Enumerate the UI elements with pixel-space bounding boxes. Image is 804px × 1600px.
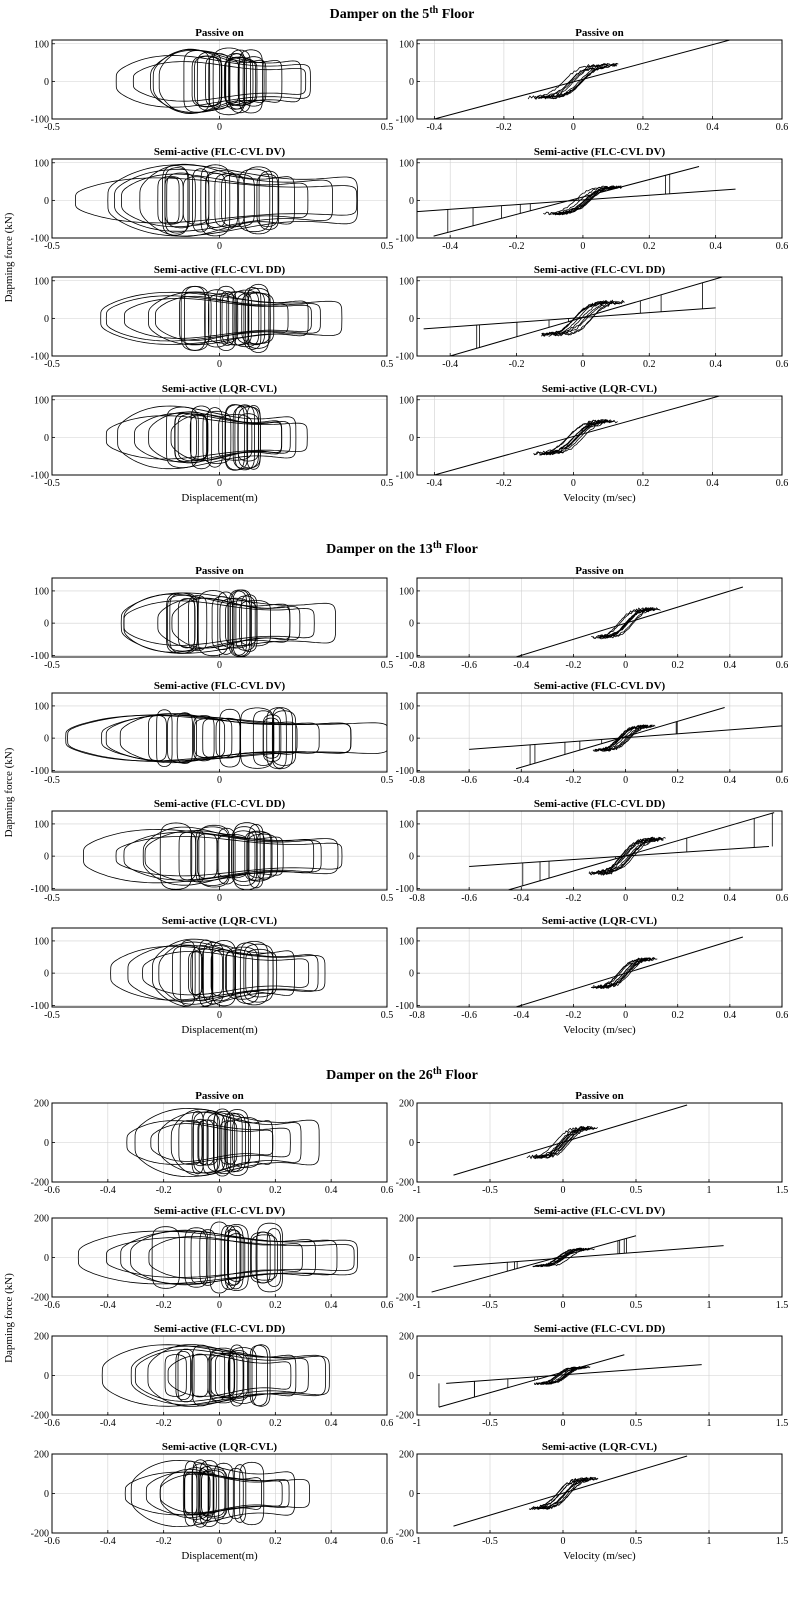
velocity-curve	[542, 420, 610, 455]
x-tick-label: 0.4	[723, 660, 737, 671]
y-tick-label: -100	[30, 765, 49, 777]
y-axis-label: Dapming force (kN)	[3, 747, 15, 838]
panel-title: Semi-active (FLC-CVL DD)	[533, 264, 666, 276]
velocity-line	[516, 937, 743, 1007]
x-tick-label: -0.5	[482, 1185, 498, 1196]
x-tick-label: -0.5	[482, 1418, 498, 1429]
x-tick-label: -0.5	[44, 122, 60, 133]
x-tick-label: 0.2	[671, 1010, 684, 1021]
x-tick-label: 0	[217, 241, 222, 252]
x-tick-label: 0	[570, 478, 576, 489]
x-tick-label: -0.8	[409, 1010, 425, 1021]
y-tick-label: -200	[30, 1410, 49, 1422]
x-tick-label: -0.2	[565, 660, 582, 671]
axes-frame	[417, 928, 782, 1007]
x-axis-label-displacement: Displacement(m)	[181, 492, 258, 504]
panel-title: Passive on	[195, 565, 244, 577]
y-tick-label: -100	[30, 470, 49, 482]
y-tick-label: 0	[44, 618, 49, 630]
x-tick-label: 1	[706, 1185, 712, 1196]
y-tick-label: 0	[409, 76, 414, 88]
chart-panel	[31, 1090, 394, 1196]
x-tick-label: 0.4	[706, 478, 719, 489]
y-tick-label: -200	[30, 1292, 49, 1304]
x-tick-label: 0.5	[380, 893, 394, 904]
panel-title: Semi-active (FLC-CVL DV)	[533, 1205, 666, 1217]
x-tick-label: 1	[706, 1536, 712, 1547]
x-tick-label: 0	[623, 775, 629, 786]
x-tick-label: -0.5	[44, 660, 60, 671]
y-tick-label: -100	[30, 233, 49, 245]
x-tick-label: -0.6	[461, 660, 478, 671]
y-tick-label: 200	[34, 1331, 49, 1343]
chart-panel	[31, 146, 394, 252]
y-tick-label: 200	[34, 1449, 49, 1461]
x-tick-label: 0.4	[324, 1185, 338, 1196]
chart-panel	[396, 565, 789, 671]
panel-title: Passive on	[575, 27, 624, 39]
y-tick-label: -200	[395, 1177, 414, 1189]
x-tick-label: 0.4	[324, 1300, 338, 1311]
x-tick-label: 0	[217, 1010, 222, 1021]
x-tick-label: -0.2	[565, 893, 582, 904]
plot-area	[439, 1355, 702, 1407]
chart-panel	[396, 1441, 789, 1547]
y-tick-label: -200	[395, 1528, 414, 1540]
x-tick-label: 0.5	[380, 122, 394, 133]
x-tick-label: 0.5	[629, 1536, 643, 1547]
x-tick-label: -0.8	[409, 893, 425, 904]
y-tick-label: 0	[409, 195, 414, 207]
y-tick-label: -200	[395, 1410, 414, 1422]
x-tick-label: 1	[706, 1418, 712, 1429]
plot-area	[516, 587, 743, 657]
x-tick-label: -0.4	[513, 893, 530, 904]
x-tick-label: 0.5	[629, 1185, 643, 1196]
chart-panel	[396, 1090, 789, 1196]
x-tick-label: -0.8	[409, 660, 425, 671]
chart-panel	[31, 798, 394, 904]
y-tick-label: -100	[30, 883, 49, 895]
x-tick-label: -0.4	[442, 241, 459, 252]
x-tick-label: 1.5	[775, 1536, 789, 1547]
chart-panel	[31, 383, 394, 489]
y-tick-label: 0	[44, 1489, 49, 1500]
chart-panel	[31, 1323, 394, 1429]
x-tick-label: -0.4	[426, 478, 443, 489]
x-tick-label: 0.6	[380, 1185, 394, 1196]
x-tick-label: 0	[623, 893, 629, 904]
plot-area	[469, 813, 774, 890]
x-tick-label: -0.4	[99, 1418, 116, 1429]
y-axis-label: Dapming force (kN)	[3, 1273, 15, 1363]
y-tick-label: 0	[409, 1371, 414, 1382]
y-tick-label: 0	[44, 968, 49, 980]
axes-frame	[417, 578, 782, 657]
y-tick-label: -100	[395, 883, 414, 895]
x-tick-label: -0.2	[155, 1300, 172, 1311]
x-tick-label: 0.6	[775, 660, 789, 671]
x-tick-label: 0.4	[709, 359, 722, 370]
panel-title: Semi-active (FLC-CVL DD)	[153, 1323, 286, 1335]
panel-title: Semi-active (FLC-CVL DV)	[153, 680, 286, 692]
x-tick-label: 0.4	[324, 1418, 338, 1429]
y-tick-label: -100	[395, 470, 414, 482]
group-title: Damper on the 26th Floor	[326, 1066, 478, 1083]
x-tick-label: 0.4	[723, 893, 737, 904]
panel-title: Semi-active (FLC-CVL DD)	[533, 798, 666, 810]
x-tick-label: -0.6	[461, 1010, 478, 1021]
velocity-line	[508, 813, 774, 890]
panel-title: Semi-active (LQR-CVL)	[541, 1441, 658, 1453]
x-tick-label: 0	[217, 1185, 222, 1196]
y-tick-label: 0	[409, 968, 414, 980]
y-tick-label: 200	[399, 1213, 414, 1225]
y-tick-label: 0	[44, 76, 49, 88]
x-tick-label: 0	[217, 1536, 222, 1547]
x-tick-label: 0.5	[380, 775, 394, 786]
panel-title: Semi-active (LQR-CVL)	[541, 915, 658, 927]
x-axis-label-velocity: Velocity (m/sec)	[563, 492, 636, 504]
plot-area	[434, 40, 729, 119]
y-tick-label: -100	[30, 351, 49, 363]
x-tick-label: -0.4	[513, 775, 530, 786]
x-tick-label: 0	[580, 359, 586, 370]
chart-panel	[396, 1323, 789, 1429]
y-tick-label: 0	[44, 195, 49, 207]
panel-title: Semi-active (FLC-CVL DV)	[153, 1205, 286, 1217]
y-tick-label: 0	[409, 432, 414, 444]
y-tick-label: -100	[30, 650, 49, 662]
x-axis-label-velocity: Velocity (m/sec)	[563, 1024, 636, 1036]
x-tick-label: -0.2	[495, 122, 512, 133]
group-title: Damper on the 5th Floor	[329, 5, 475, 22]
y-tick-label: -100	[395, 650, 414, 662]
plot-area	[432, 1236, 724, 1292]
panel-title: Semi-active (FLC-CVL DD)	[153, 264, 286, 276]
x-tick-label: -0.6	[44, 1185, 60, 1196]
chart-panel	[31, 27, 394, 133]
x-tick-label: -0.5	[44, 241, 60, 252]
x-tick-label: -0.4	[513, 1010, 530, 1021]
y-tick-label: 100	[399, 936, 414, 948]
x-tick-label: 0.5	[629, 1418, 643, 1429]
y-tick-label: 100	[34, 701, 49, 713]
y-tick-label: 0	[409, 313, 414, 325]
y-tick-label: 0	[409, 1253, 414, 1264]
y-tick-label: 0	[409, 851, 414, 863]
y-tick-label: -100	[395, 765, 414, 777]
y-tick-label: 100	[34, 586, 49, 598]
x-tick-label: 0.6	[775, 359, 789, 370]
velocity-curve	[601, 608, 655, 639]
x-tick-label: -0.2	[155, 1418, 172, 1429]
x-tick-label: 0.2	[636, 478, 650, 489]
x-tick-label: 0	[217, 359, 222, 370]
chart-panel	[31, 264, 394, 370]
y-tick-label: 0	[44, 1253, 49, 1264]
y-tick-label: 100	[399, 701, 414, 713]
x-tick-label: -0.2	[508, 359, 525, 370]
x-tick-label: 0.5	[629, 1300, 643, 1311]
velocity-line	[516, 587, 743, 657]
chart-panel	[31, 915, 394, 1021]
axes-frame	[417, 811, 782, 890]
x-tick-label: 0	[217, 478, 222, 489]
y-tick-label: 0	[44, 313, 49, 325]
velocity-line	[434, 396, 719, 475]
x-tick-label: 0.6	[775, 122, 789, 133]
x-tick-label: 0.6	[380, 1536, 394, 1547]
x-tick-label: -0.2	[565, 1010, 582, 1021]
x-axis-label-displacement: Displacement(m)	[181, 1550, 258, 1562]
x-tick-label: 0.5	[380, 660, 394, 671]
velocity-line	[439, 1355, 624, 1407]
panel-title: Semi-active (LQR-CVL)	[161, 915, 278, 927]
y-tick-label: 0	[44, 1138, 49, 1149]
x-tick-label: -0.4	[513, 660, 530, 671]
x-tick-label: -0.4	[99, 1300, 116, 1311]
x-tick-label: -0.6	[461, 775, 478, 786]
panel-title: Passive on	[195, 27, 244, 39]
y-tick-label: 100	[34, 158, 49, 170]
x-tick-label: 0.4	[709, 241, 722, 252]
y-tick-label: 100	[34, 936, 49, 948]
x-tick-label: 0.6	[775, 775, 789, 786]
x-tick-label: -0.5	[482, 1536, 498, 1547]
x-tick-label: 0.2	[671, 893, 684, 904]
panel-title: Semi-active (LQR-CVL)	[161, 383, 278, 395]
y-axis-label: Dapming force (kN)	[3, 212, 15, 303]
x-tick-label: -1	[412, 1418, 422, 1429]
y-tick-label: 100	[34, 39, 49, 51]
x-tick-label: -1	[412, 1536, 422, 1547]
x-tick-label: 0.6	[380, 1418, 394, 1429]
x-tick-label: 1.5	[775, 1185, 789, 1196]
chart-panel	[396, 146, 789, 252]
x-tick-label: 0	[217, 1418, 222, 1429]
x-tick-label: 0	[560, 1418, 566, 1429]
x-tick-label: 0.2	[269, 1536, 282, 1547]
plot-area	[454, 1105, 688, 1175]
x-tick-label: 0	[217, 660, 222, 671]
y-tick-label: -100	[395, 233, 414, 245]
x-tick-label: 0	[623, 660, 629, 671]
panel-title: Semi-active (LQR-CVL)	[161, 1441, 278, 1453]
y-tick-label: 0	[409, 618, 414, 630]
y-tick-label: -200	[395, 1292, 414, 1304]
axes-frame	[417, 693, 782, 772]
y-tick-label: 100	[399, 276, 414, 288]
x-tick-label: 0.2	[269, 1185, 282, 1196]
x-tick-label: 0.2	[671, 775, 684, 786]
x-tick-label: -0.6	[461, 893, 478, 904]
panel-title: Passive on	[575, 565, 624, 577]
plot-area	[516, 937, 743, 1007]
x-tick-label: 0	[560, 1185, 566, 1196]
x-tick-label: -0.2	[495, 478, 512, 489]
x-tick-label: 0.2	[671, 660, 684, 671]
x-tick-label: -0.5	[44, 893, 60, 904]
y-tick-label: -200	[30, 1528, 49, 1540]
x-tick-label: -0.2	[155, 1185, 172, 1196]
panel-title: Semi-active (FLC-CVL DV)	[533, 680, 666, 692]
x-tick-label: -0.4	[99, 1536, 116, 1547]
y-tick-label: 0	[44, 1371, 49, 1382]
x-tick-label: 0.4	[723, 1010, 737, 1021]
axes-frame	[417, 396, 782, 475]
y-tick-label: 200	[399, 1449, 414, 1461]
chart-panel	[396, 264, 789, 370]
chart-panel	[396, 383, 789, 489]
x-tick-label: 0	[217, 775, 222, 786]
y-tick-label: 100	[34, 395, 49, 407]
y-tick-label: 200	[399, 1331, 414, 1343]
x-tick-label: 0	[217, 893, 222, 904]
x-axis-label-displacement: Displacement(m)	[181, 1024, 258, 1036]
y-tick-label: 100	[34, 276, 49, 288]
x-tick-label: -1	[412, 1300, 422, 1311]
x-tick-label: 0	[217, 122, 222, 133]
x-tick-label: -0.5	[44, 775, 60, 786]
x-tick-label: 0.6	[380, 1300, 394, 1311]
panel-title: Semi-active (LQR-CVL)	[541, 383, 658, 395]
x-tick-label: -0.2	[155, 1536, 172, 1547]
velocity-line	[432, 1236, 636, 1292]
plot-area	[434, 396, 719, 475]
axes-frame	[417, 40, 782, 119]
y-tick-label: -100	[395, 114, 414, 126]
x-tick-label: -0.4	[426, 122, 443, 133]
x-tick-label: 0.5	[380, 359, 394, 370]
x-tick-label: -0.5	[44, 478, 60, 489]
y-tick-label: 0	[409, 1138, 414, 1149]
y-tick-label: 0	[44, 851, 49, 863]
chart-panel	[396, 680, 789, 786]
y-tick-label: 0	[44, 733, 49, 745]
plot-area	[424, 277, 723, 356]
y-tick-label: 100	[399, 158, 414, 170]
group-title: Damper on the 13th Floor	[326, 540, 478, 557]
x-tick-label: 1.5	[775, 1300, 789, 1311]
x-tick-label: 0.2	[269, 1418, 282, 1429]
x-tick-label: 0	[570, 122, 576, 133]
chart-panel	[396, 915, 789, 1021]
x-tick-label: -0.2	[565, 775, 582, 786]
y-tick-label: 0	[409, 733, 414, 745]
x-tick-label: 0.5	[380, 478, 394, 489]
x-tick-label: -0.8	[409, 775, 425, 786]
x-tick-label: 0.5	[380, 1010, 394, 1021]
x-tick-label: 1	[706, 1300, 712, 1311]
y-tick-label: 0	[409, 1489, 414, 1500]
chart-panel	[396, 798, 789, 904]
panel-title: Semi-active (FLC-CVL DD)	[153, 798, 286, 810]
x-tick-label: 0	[560, 1536, 566, 1547]
y-tick-label: -100	[395, 1000, 414, 1012]
x-tick-label: 0.4	[324, 1536, 338, 1547]
y-tick-label: 100	[399, 819, 414, 831]
x-tick-label: -0.4	[99, 1185, 116, 1196]
x-tick-label: -0.4	[442, 359, 459, 370]
y-tick-label: 200	[399, 1098, 414, 1110]
x-tick-label: 0	[623, 1010, 629, 1021]
x-tick-label: -0.6	[44, 1536, 60, 1547]
chart-panel	[396, 27, 789, 133]
x-tick-label: -0.2	[508, 241, 525, 252]
panel-title: Passive on	[575, 1090, 624, 1102]
y-tick-label: -100	[395, 351, 414, 363]
y-tick-label: -200	[30, 1177, 49, 1189]
y-tick-label: -100	[30, 1000, 49, 1012]
chart-panel	[396, 1205, 789, 1311]
x-tick-label: -0.6	[44, 1300, 60, 1311]
y-tick-label: 100	[399, 395, 414, 407]
velocity-line	[434, 40, 729, 119]
x-tick-label: 0.6	[775, 1010, 789, 1021]
y-tick-label: 100	[399, 39, 414, 51]
x-tick-label: 0.4	[723, 775, 737, 786]
x-tick-label: 0.2	[643, 241, 656, 252]
y-tick-label: 100	[399, 586, 414, 598]
x-tick-label: -1	[412, 1185, 422, 1196]
y-tick-label: 0	[44, 432, 49, 444]
x-tick-label: 0.6	[775, 241, 789, 252]
x-tick-label: 0.2	[636, 122, 650, 133]
y-tick-label: -100	[30, 114, 49, 126]
panel-title: Passive on	[195, 1090, 244, 1102]
y-tick-label: 100	[34, 819, 49, 831]
chart-panel	[31, 1441, 394, 1547]
panel-title: Semi-active (FLC-CVL DV)	[533, 146, 666, 158]
x-tick-label: -0.5	[44, 359, 60, 370]
y-tick-label: 200	[34, 1213, 49, 1225]
x-tick-label: -0.5	[44, 1010, 60, 1021]
x-tick-label: 0.4	[706, 122, 719, 133]
plot-area	[454, 1456, 688, 1526]
velocity-line	[469, 846, 769, 866]
y-tick-label: 200	[34, 1098, 49, 1110]
x-tick-label: 0	[217, 1300, 222, 1311]
x-tick-label: 0.5	[380, 241, 394, 252]
chart-panel	[31, 1205, 394, 1311]
chart-panel	[31, 680, 394, 786]
x-tick-label: 0.6	[775, 478, 789, 489]
plot-area	[417, 167, 736, 237]
panel-title: Semi-active (FLC-CVL DD)	[533, 1323, 666, 1335]
x-tick-label: 0.6	[775, 893, 789, 904]
x-tick-label: -0.5	[482, 1300, 498, 1311]
x-tick-label: 1.5	[775, 1418, 789, 1429]
x-tick-label: 0.2	[643, 359, 656, 370]
x-tick-label: 0	[580, 241, 586, 252]
chart-panel	[31, 565, 394, 671]
x-tick-label: 0	[560, 1300, 566, 1311]
panel-title: Semi-active (FLC-CVL DV)	[153, 146, 286, 158]
x-axis-label-velocity: Velocity (m/sec)	[563, 1550, 636, 1562]
x-tick-label: 0.2	[269, 1300, 282, 1311]
x-tick-label: -0.6	[44, 1418, 60, 1429]
